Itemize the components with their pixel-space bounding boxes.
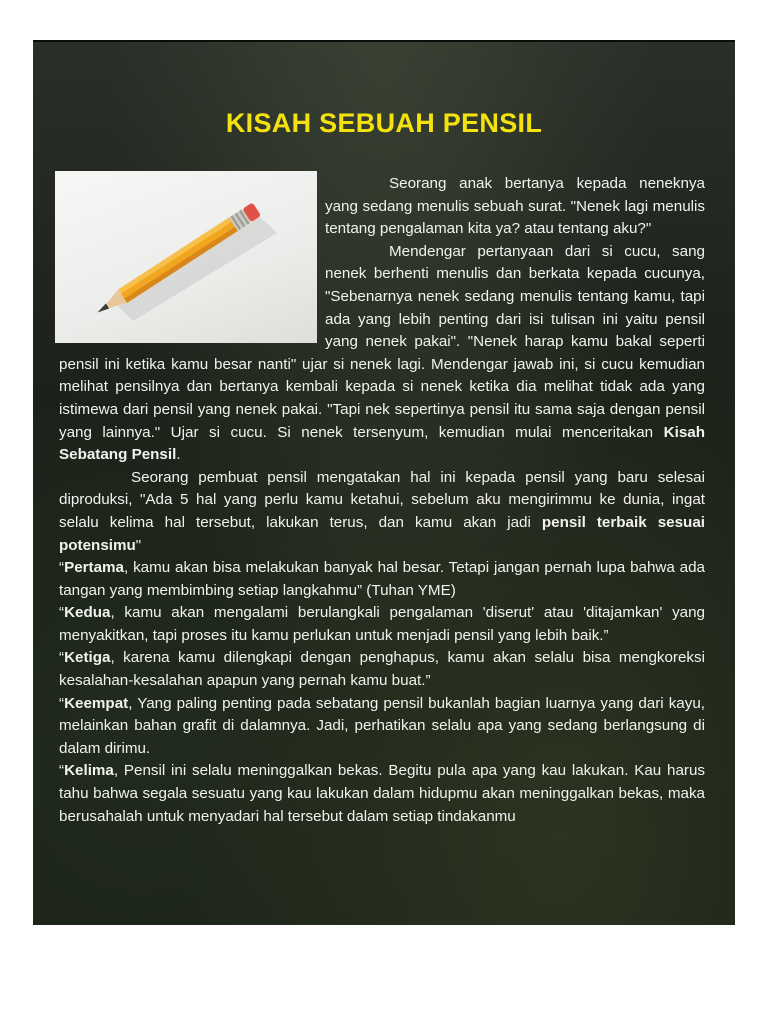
paragraph-2: Mendengar pertanyaan dari si cucu, sang nenek berhenti menulis dan berkata kepada cucunya, "Sebenarnya nenek sedang menulis tentang kamu, tapi ada yang lebih penting dari isi tulisan ini yaitu pensil yang nenek pakai". "Nenek harap kamu bakal seperti pensil ini ketika kamu besar nanti" ujar si nenek lagi. Mendengar jawab ini, si cucu kemudian melihat pensilnya dan bertanya kembali kepada si nenek ketika dia melihat tidak ada yang istimewa dari pensil yang nenek pakai. "Tapi nek sepertinya pensil itu sama saja dengan pensil yang lainnya." Ujar si cucu. Si nenek tersenyum, kemudian mulai menceritakan Kisah Sebatang Pensil.	[59, 242, 705, 464]
poster	[33, 40, 735, 925]
paragraph-1: Seorang anak bertanya kepada neneknya yang sedang menulis sebuah surat. "Nenek lagi menulis tentang pengalaman kita ya? atau tentang aku?"	[325, 175, 705, 238]
story-title-emphasis: Kisah Sebatang Pensil	[59, 423, 705, 464]
point-2: “Kedua, kamu akan mengalami berulangkali pengalaman 'diserut' atau 'ditajamkan' yang menyakitkan, tapi proses itu kamu perlukan untuk menjadi pensil yang lebih baik.”	[59, 604, 705, 644]
page-title: KISAH SEBUAH PENSIL	[225, 108, 543, 138]
point-1: “Pertama, kamu akan bisa melakukan banyak hal besar. Tetapi jangan pernah lupa bahwa ada tangan yang membimbing setiap langkahmu” (Tuhan YME)	[59, 559, 705, 599]
paragraph-3: Seorang pembuat pensil mengatakan hal ini kepada pensil yang baru selesai diproduksi, "Ada 5 hal yang perlu kamu ketahui, sebelum aku mengirimmu ke dunia, ingat selalu kelima hal tersebut, lakukan terus, dan kamu akan jadi pensil terbaik sesuai potensimu"	[59, 468, 705, 554]
point-4: “Keempat, Yang paling penting pada sebatang pensil bukanlah bagian luarnya yang dari kayu, melainkan bahan grafit di dalamnya. Jadi, perhatikan selalu apa yang sedang berlangsung di dalam dirimu.	[59, 694, 705, 757]
point-5: “Kelima, Pensil ini selalu meninggalkan bekas. Begitu pula apa yang kau lakukan. Kau harus tahu bahwa segala sesuatu yang kau lakukan dalam hidupmu akan meninggalkan bekas, maka berusahalah untuk menyadari hal tersebut dalam setiap tindakanmu	[59, 762, 705, 825]
point-3: “Ketiga, karena kamu dilengkapi dengan penghapus, kamu akan selalu bisa mengkoreksi kesalahan-kesalahan apapun yang pernah kamu buat.”	[59, 649, 705, 690]
best-pencil-emphasis: pensil terbaik sesuai potensimu	[59, 513, 705, 554]
article-body	[59, 173, 705, 828]
